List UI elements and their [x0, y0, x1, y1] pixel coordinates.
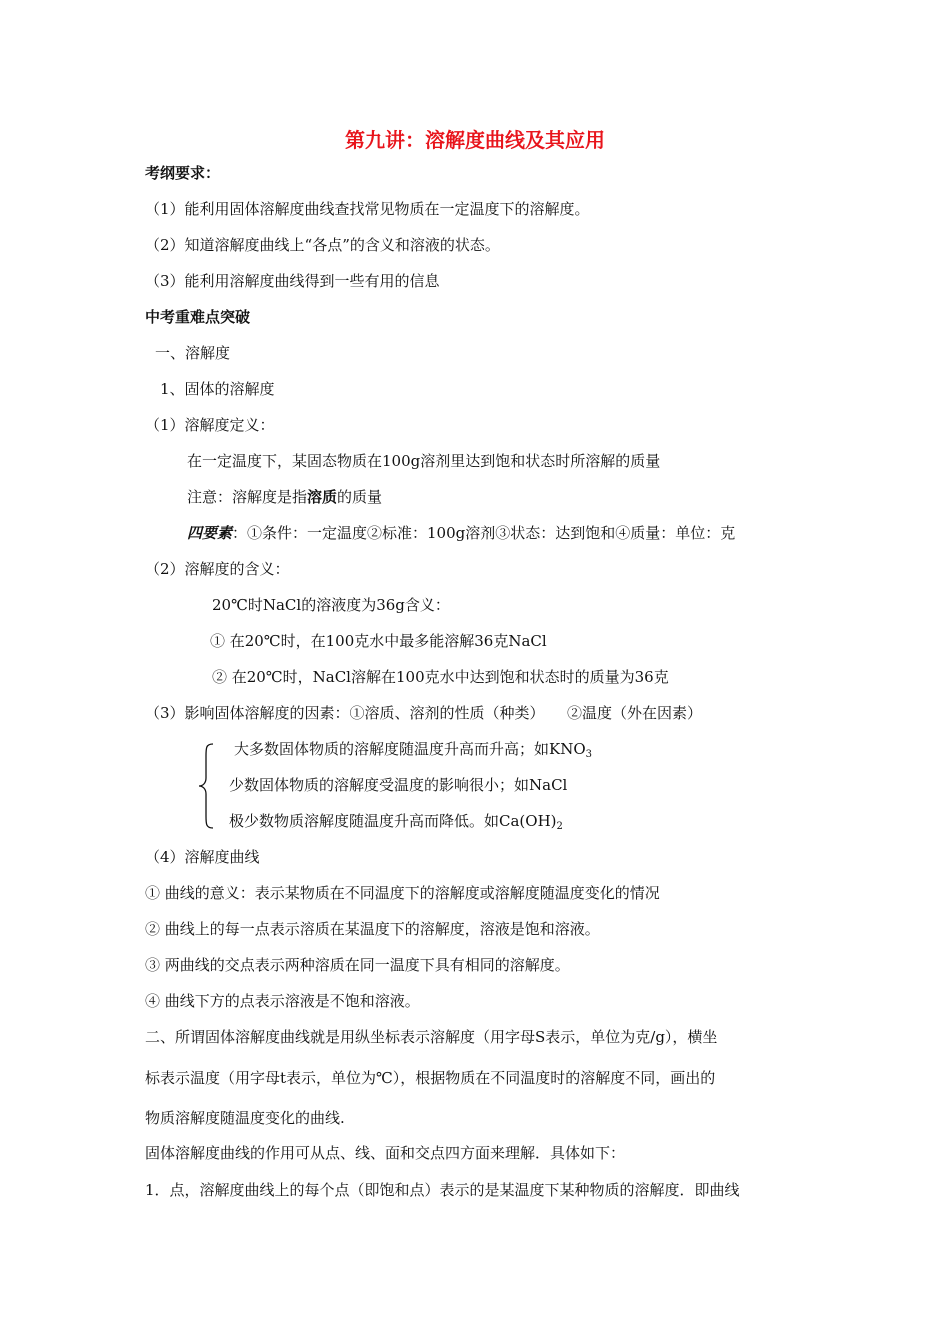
note-line [187, 487, 382, 507]
curve-point: ② 曲线上的每一点表示溶质在某温度下的溶解度，溶液是饱和溶液。 [145, 920, 600, 938]
brace-item [234, 739, 592, 759]
page-title: 第九讲：溶解度曲线及其应用 [345, 128, 605, 152]
curve-point: ③ 两曲线的交点表示两种溶质在同一温度下具有相同的溶解度。 [145, 956, 570, 974]
subscript: 2 [556, 821, 563, 832]
brace-item-text: 极少数物质溶解度随温度升高而降低。如Ca(OH) [229, 812, 557, 830]
syllabus-heading: 考纲要求： [145, 164, 221, 182]
brace-item: 少数固体物质的溶解度受温度的影响很小；如NaCl [229, 776, 568, 794]
curve-point: ④ 曲线下方的点表示溶液是不饱和溶液。 [145, 992, 420, 1010]
subsection-heading: 1、固体的溶解度 [160, 380, 275, 398]
paragraph-line: 二、所谓固体溶解度曲线就是用纵坐标表示溶解度（用字母S表示，单位为克/g），横坐 [145, 1028, 718, 1046]
meaning-heading: （2）溶解度的含义： [145, 560, 290, 578]
definition-text: 在一定温度下，某固态物质在100g溶剂里达到饱和状态时所溶解的质量 [187, 452, 661, 470]
key-heading: 中考重难点突破 [145, 308, 251, 326]
curve-heading: （4）溶解度曲线 [145, 848, 260, 866]
point-line: 1．点，溶解度曲线上的每个点（即饱和点）表示的是某温度下某种物质的溶解度．即曲线 [145, 1181, 740, 1199]
meaning-intro: 20℃时NaCl的溶液度为36g含义： [212, 596, 450, 614]
definition-heading: （1）溶解度定义： [145, 416, 275, 434]
brace-item [229, 811, 563, 831]
note-prefix: 注意：溶解度是指 [187, 488, 308, 506]
section-heading: 一、溶解度 [155, 344, 231, 362]
four-elements-label: 四要素 [187, 524, 233, 542]
paragraph-line: 物质溶解度随温度变化的曲线. [145, 1109, 345, 1127]
curly-brace-icon [196, 742, 216, 830]
four-elements-text: ：①条件：一定温度②标准：100g溶剂③状态：达到饱和④质量：单位：克 [232, 524, 736, 542]
paragraph-line: 标表示温度（用字母t表示，单位为℃），根据物质在不同温度时的溶解度不同，画出的 [145, 1069, 716, 1087]
factors-line: （3）影响固体溶解度的因素：①溶质、溶剂的性质（种类） ②温度（外在因素） [145, 704, 703, 722]
syllabus-item: （3）能利用溶解度曲线得到一些有用的信息 [145, 272, 440, 290]
brace-item-text: 大多数固体物质的溶解度随温度升高而升高；如KNO [234, 740, 586, 758]
syllabus-item: （2）知道溶解度曲线上“各点”的含义和溶液的状态。 [145, 236, 500, 254]
syllabus-item: （1）能利用固体溶解度曲线查找常见物质在一定温度下的溶解度。 [145, 200, 590, 218]
note-suffix: 的质量 [337, 488, 383, 506]
curve-point: ① 曲线的意义：表示某物质在不同温度下的溶解度或溶解度随温度变化的情况 [145, 884, 660, 902]
subscript: 3 [585, 749, 593, 760]
four-elements-line [187, 523, 735, 543]
meaning-item: ① 在20℃时，在100克水中最多能溶解36克NaCl [210, 632, 547, 650]
meaning-item: ② 在20℃时，NaCl溶解在100克水中达到饱和状态时的质量为36克 [212, 668, 669, 686]
usage-line: 固体溶解度曲线的作用可从点、线、面和交点四方面来理解．具体如下： [145, 1144, 626, 1162]
note-emphasis: 溶质 [307, 488, 338, 506]
